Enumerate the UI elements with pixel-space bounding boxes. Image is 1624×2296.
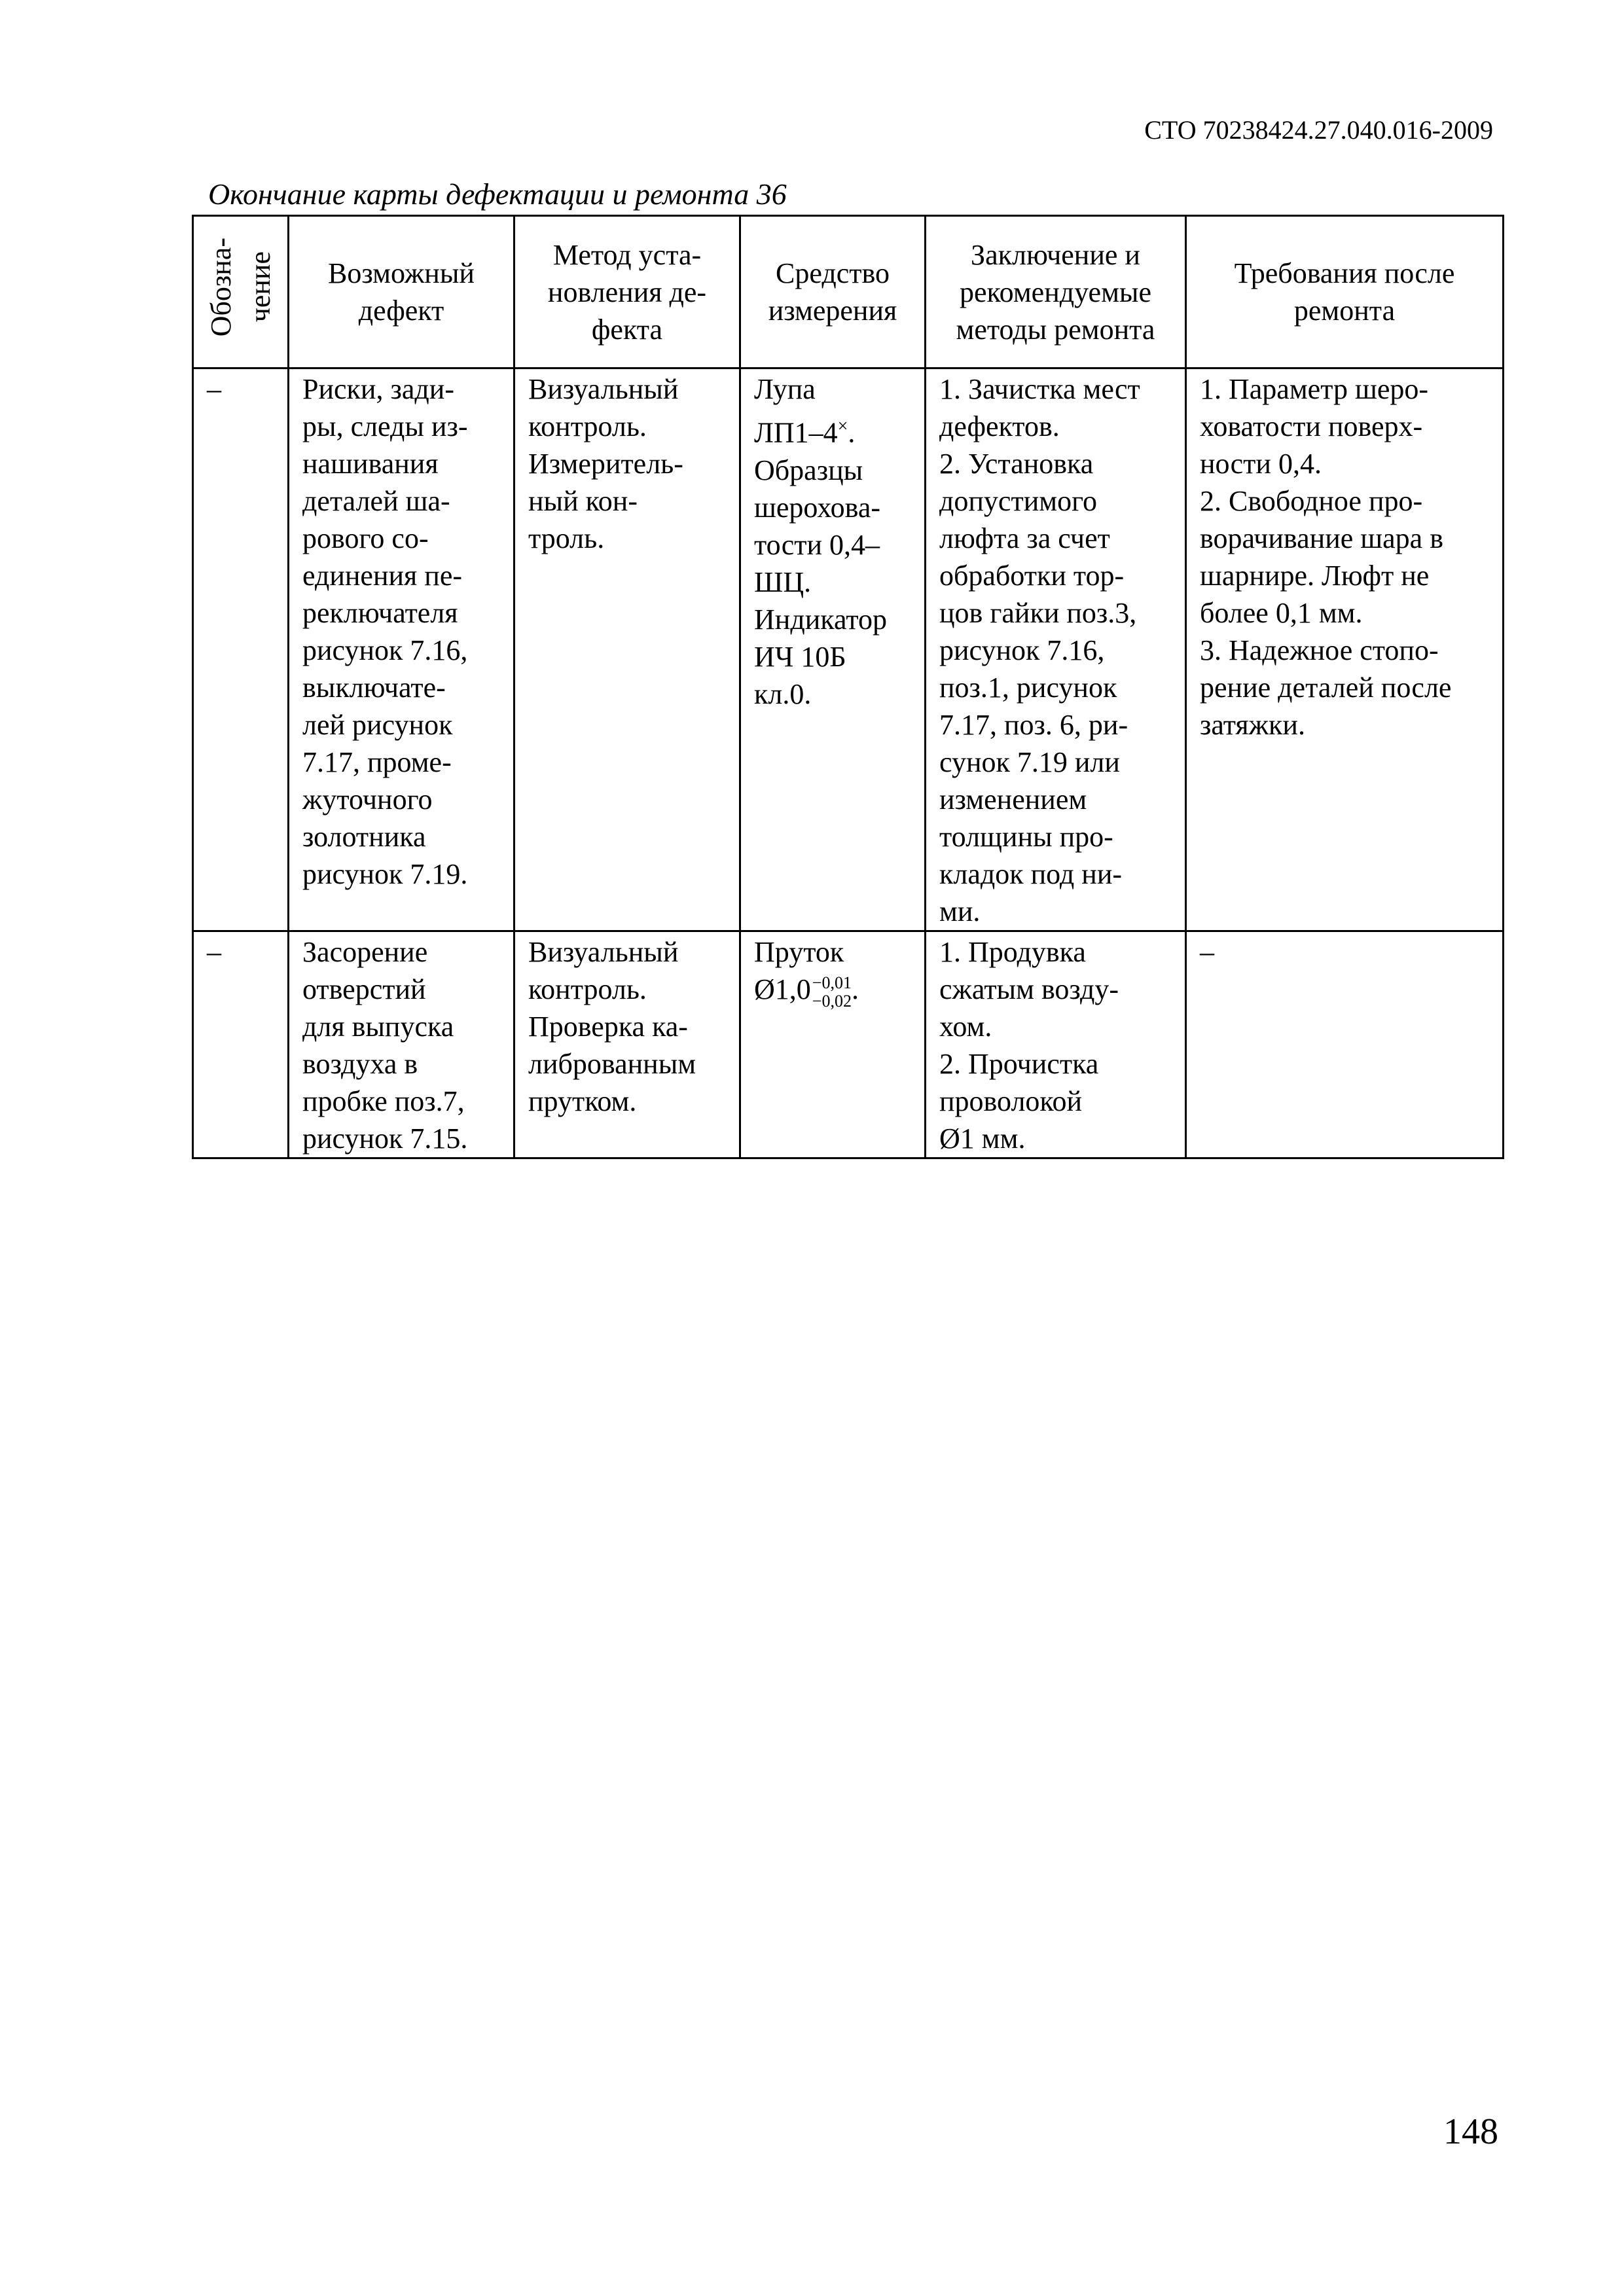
magnifier-model: ЛП1–4×. bbox=[754, 416, 856, 449]
header-conclusion: Заключение и рекомендуемые методы ремонта bbox=[926, 216, 1186, 368]
document-code: СТО 70238424.27.040.016-2009 bbox=[1144, 115, 1493, 145]
table-row bbox=[193, 931, 1504, 1158]
rod-diameter-tolerance: Ø1,0 −0,01 −0,02 . bbox=[754, 973, 859, 1011]
defect-table bbox=[192, 215, 1504, 1159]
header-tool: Средство измерения bbox=[740, 216, 926, 368]
tolerance-stack: −0,01 −0,02 bbox=[812, 973, 852, 1011]
cell-method: Визуальный контроль. Проверка ка- либрованным прутком. bbox=[514, 931, 740, 1158]
header-method: Метод уста- новления де- фекта bbox=[514, 216, 740, 368]
header-defect: Возможный дефект bbox=[289, 216, 514, 368]
table-row bbox=[193, 368, 1504, 931]
header-designation-text: Обозна- чение bbox=[204, 238, 276, 337]
cell-requirements: – bbox=[1186, 931, 1504, 1158]
cell-conclusion: 1. Продувка сжатым возду- хом. 2. Прочистка проволокой Ø1 мм. bbox=[926, 931, 1186, 1158]
cell-defect: Риски, зади- ры, следы из- нашивания деталей ша- рового со- единения пе- реключателя рисунок 7.16, выключате- лей рисунок 7.17, проме- жуточного золотника рисунок 7.19. bbox=[289, 368, 514, 931]
cell-method: Визуальный контроль. Измеритель- ный кон- троль. bbox=[514, 368, 740, 931]
cell-designation: – bbox=[193, 931, 289, 1158]
cell-tool: Лупа ЛП1–4×. Образцы шерохова- тости 0,4– ШЦ. Индикатор ИЧ 10Б кл.0. bbox=[740, 368, 926, 931]
header-designation bbox=[193, 216, 289, 368]
header-requirements: Требования после ремонта bbox=[1186, 216, 1504, 368]
table-caption: Окончание карты дефектации и ремонта 36 bbox=[208, 177, 787, 211]
cell-requirements: 1. Параметр шеро- ховатости поверх- ности 0,4. 2. Свободное про- ворачивание шара в шарнире. Люфт не более 0,1 мм. 3. Надежное стопо- рение деталей после затяжки. bbox=[1186, 368, 1504, 931]
cell-tool: Пруток Ø1,0 −0,01 −0,02 . bbox=[740, 931, 926, 1158]
cell-conclusion: 1. Зачистка мест дефектов. 2. Установка допустимого люфта за счет обработки тор- цов гайки поз.3, рисунок 7.16, поз.1, рисунок 7.17, поз. 6, ри- сунок 7.19 или изменением толщины про- кладок под ни- ми. bbox=[926, 368, 1186, 931]
cell-designation: – bbox=[193, 368, 289, 931]
table-header-row bbox=[193, 216, 1504, 368]
cell-defect: Засорение отверстий для выпуска воздуха в пробке поз.7, рисунок 7.15. bbox=[289, 931, 514, 1158]
page-number: 148 bbox=[1443, 2111, 1498, 2152]
